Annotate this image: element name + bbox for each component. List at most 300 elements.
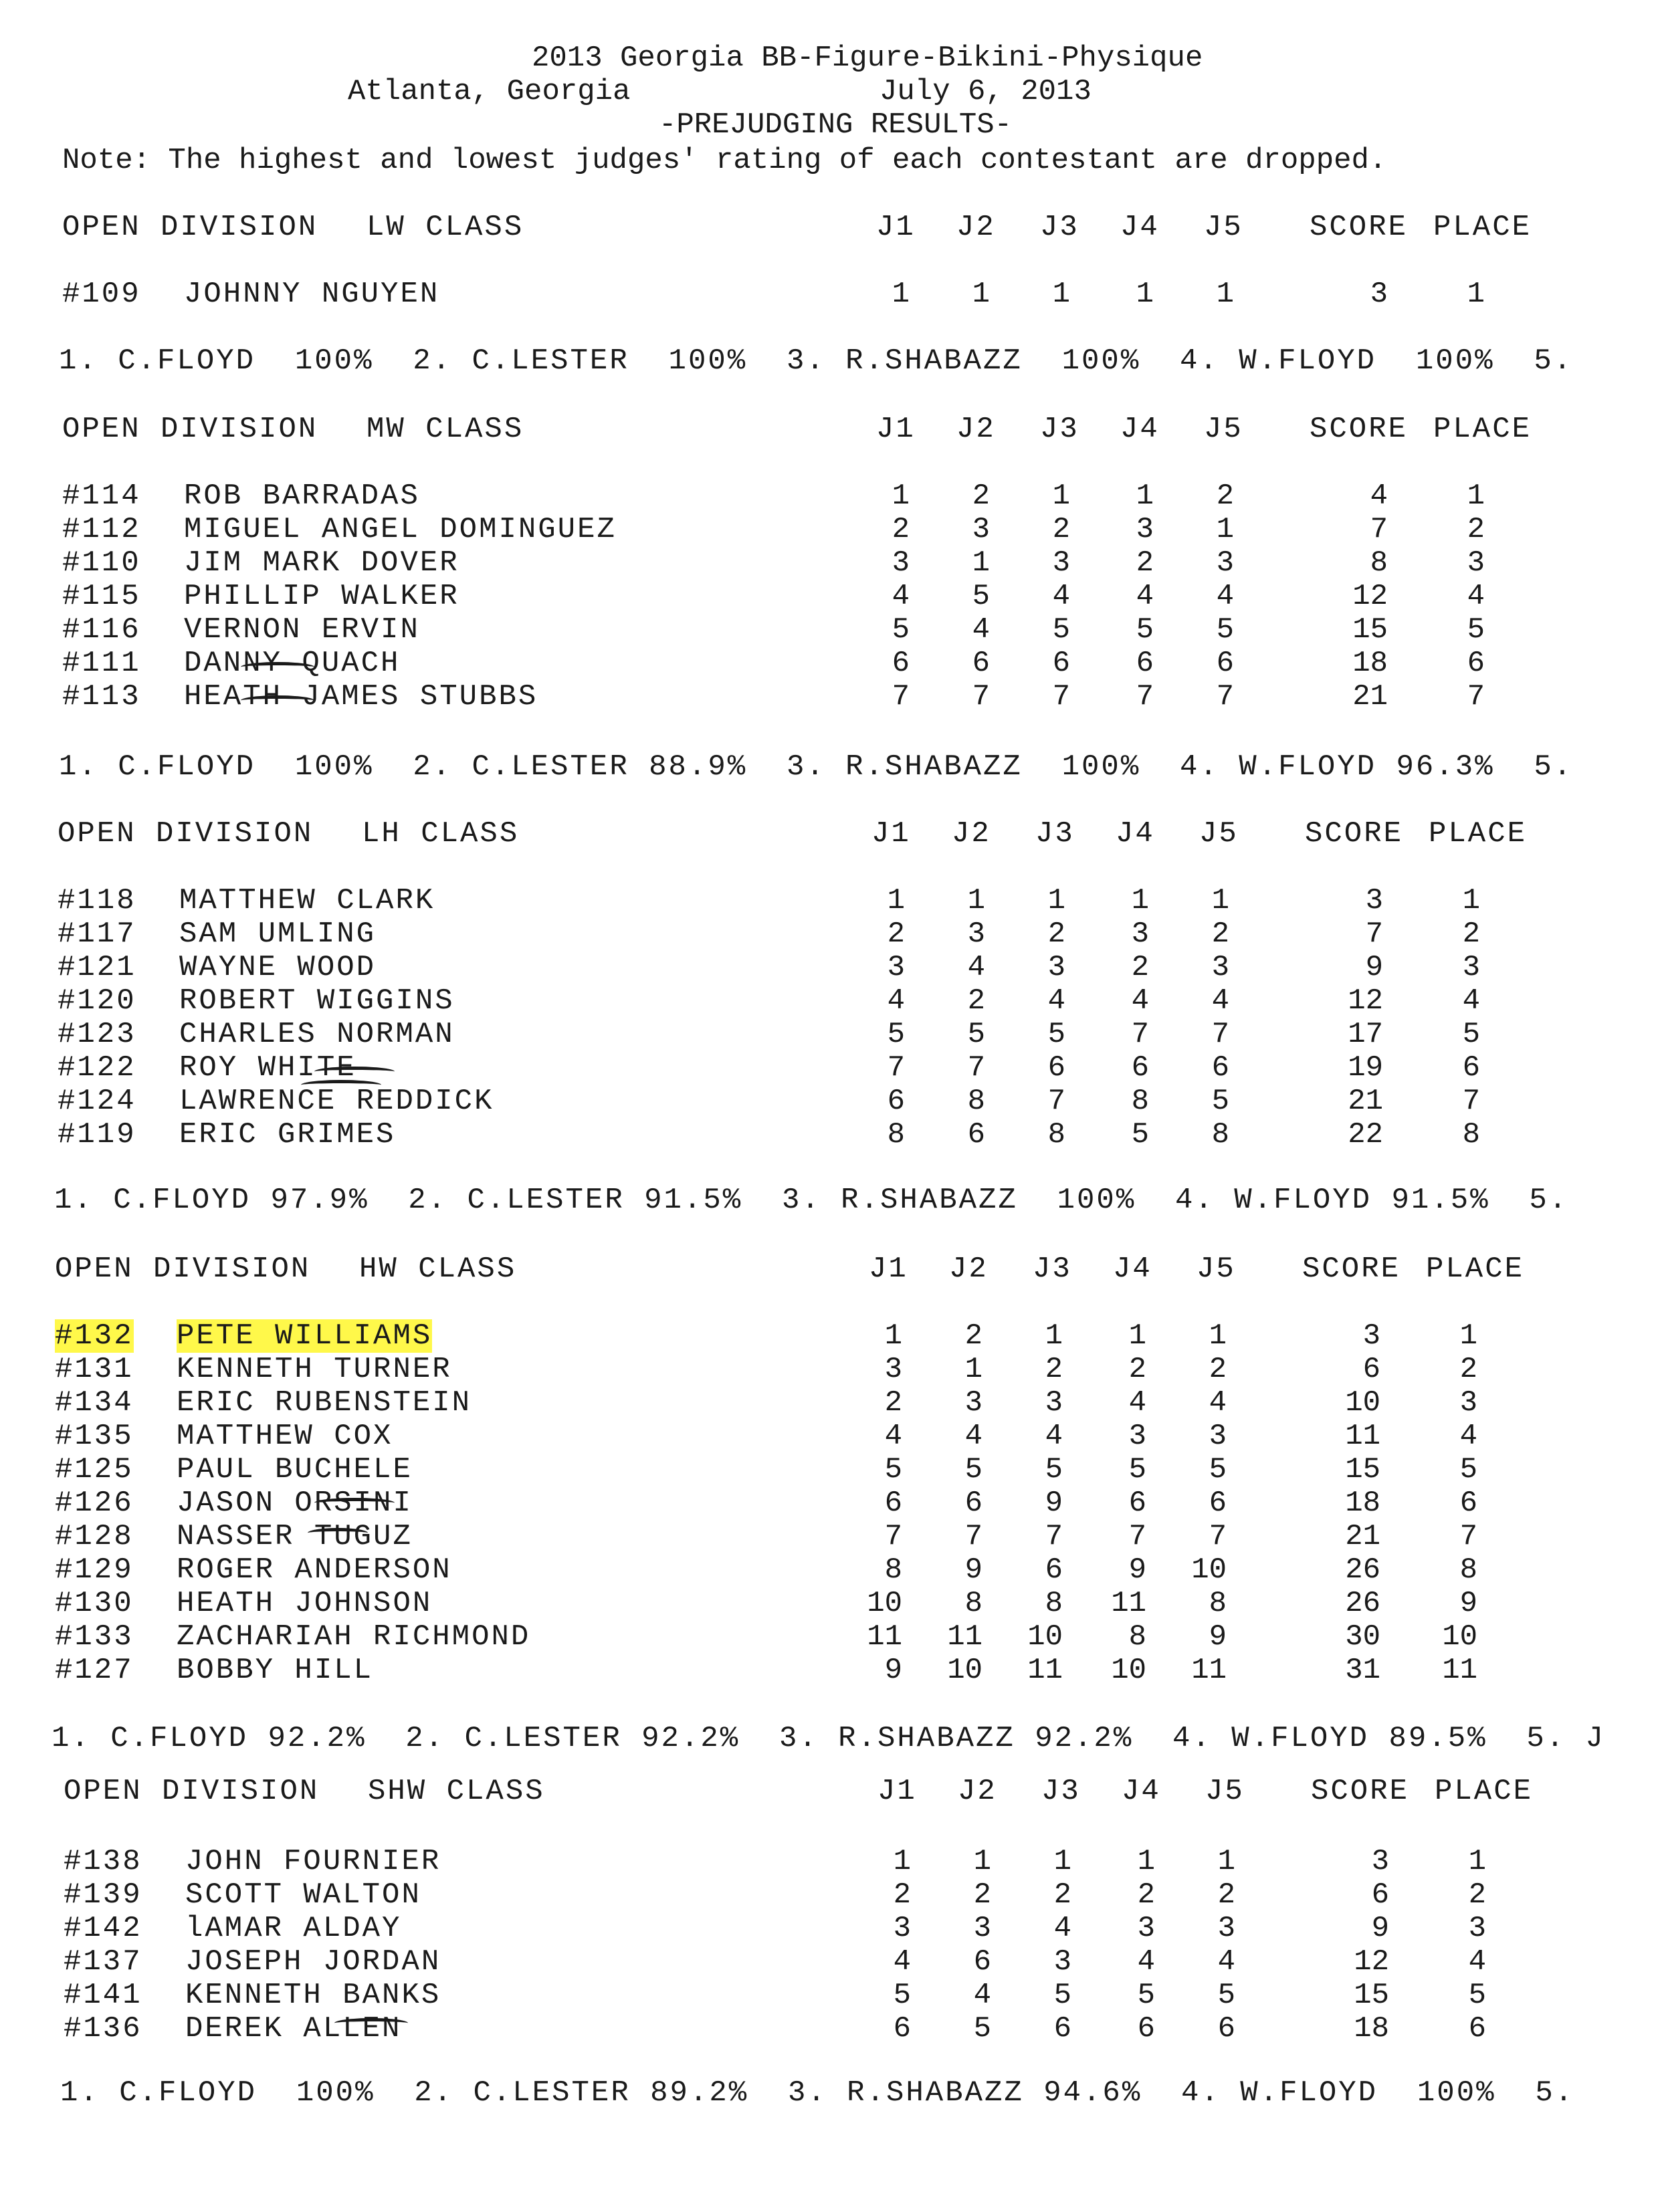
judge-score-j3: 5 bbox=[1047, 1018, 1065, 1051]
total-score: 21 bbox=[1345, 1520, 1380, 1553]
contestant-name: JOHN FOURNIER bbox=[185, 1845, 441, 1878]
judge-score-j2: 1 bbox=[972, 546, 990, 580]
judge-score-j4: 3 bbox=[1131, 917, 1149, 951]
total-score: 9 bbox=[1371, 1912, 1389, 1945]
total-score: 4 bbox=[1370, 479, 1388, 513]
judge-score-j1: 4 bbox=[887, 984, 905, 1018]
column-header-j3: J3 bbox=[1041, 1775, 1081, 1808]
contestant-name: PAUL BUCHELE bbox=[177, 1453, 413, 1486]
contestant-number: #135 bbox=[55, 1420, 134, 1453]
contestant-name: ROBERT WIGGINS bbox=[179, 984, 455, 1018]
pen-underline-mark bbox=[241, 662, 314, 672]
judge-score-j2: 3 bbox=[964, 1386, 982, 1420]
total-score: 30 bbox=[1345, 1620, 1380, 1654]
place: 3 bbox=[1467, 546, 1485, 580]
judge-score-j5: 11 bbox=[1191, 1654, 1227, 1687]
column-header-j1: J1 bbox=[869, 1252, 908, 1286]
column-header-j2: J2 bbox=[952, 817, 991, 851]
place: 5 bbox=[1459, 1453, 1477, 1486]
judge-score-j1: 6 bbox=[884, 1486, 902, 1520]
place: 8 bbox=[1459, 1553, 1477, 1587]
total-score: 15 bbox=[1345, 1453, 1380, 1486]
total-score: 12 bbox=[1352, 580, 1388, 613]
contestant-name: KENNETH BANKS bbox=[185, 1979, 441, 2012]
judge-score-j4: 7 bbox=[1131, 1018, 1149, 1051]
judge-score-j2: 8 bbox=[964, 1587, 982, 1620]
place: 6 bbox=[1467, 647, 1485, 680]
place: 2 bbox=[1468, 1878, 1486, 1912]
judge-score-j3: 10 bbox=[1027, 1620, 1063, 1654]
judge-score-j1: 5 bbox=[892, 613, 910, 647]
judge-score-j5: 5 bbox=[1211, 1085, 1229, 1118]
judge-score-j5: 8 bbox=[1209, 1587, 1227, 1620]
place: 2 bbox=[1462, 917, 1480, 951]
contestant-name: JASON ORSINI bbox=[177, 1486, 413, 1520]
column-header-place: PLACE bbox=[1433, 211, 1532, 244]
judge-score-j3: 6 bbox=[1053, 2012, 1071, 2045]
pen-underline-mark bbox=[314, 1498, 395, 1508]
total-score: 22 bbox=[1348, 1118, 1383, 1151]
judge-score-j1: 3 bbox=[892, 546, 910, 580]
total-score: 21 bbox=[1348, 1085, 1383, 1118]
place: 4 bbox=[1468, 1945, 1486, 1979]
place: 11 bbox=[1442, 1654, 1477, 1687]
contestant-name: NASSER TUGUZ bbox=[177, 1520, 413, 1553]
judge-score-j1: 5 bbox=[887, 1018, 905, 1051]
contestant-number: #130 bbox=[55, 1587, 134, 1620]
judge-score-j1: 9 bbox=[884, 1654, 902, 1687]
contestant-number: #136 bbox=[64, 2012, 142, 2045]
column-header-j2: J2 bbox=[956, 211, 996, 244]
judges-agreement-line: 1. C.FLOYD 92.2% 2. C.LESTER 92.2% 3. R.SHABAZZ 92.2% 4. W.FLOYD 89.5% 5. J bbox=[51, 1722, 1605, 1755]
judge-score-j4: 4 bbox=[1128, 1386, 1146, 1420]
judges-agreement-line: 1. C.FLOYD 100% 2. C.LESTER 100% 3. R.SHABAZZ 100% 4. W.FLOYD 100% 5. bbox=[59, 344, 1593, 378]
judges-agreement-line: 1. C.FLOYD 100% 2. C.LESTER 89.2% 3. R.SHABAZZ 94.6% 4. W.FLOYD 100% 5. bbox=[60, 2076, 1594, 2110]
total-score: 18 bbox=[1345, 1486, 1380, 1520]
place: 9 bbox=[1459, 1587, 1477, 1620]
total-score: 3 bbox=[1370, 278, 1388, 311]
column-header-j4: J4 bbox=[1113, 1252, 1152, 1286]
judge-score-j1: 10 bbox=[867, 1587, 902, 1620]
contestant-number: #139 bbox=[64, 1878, 142, 1912]
judge-score-j1: 3 bbox=[884, 1353, 902, 1386]
contestant-number: #142 bbox=[64, 1912, 142, 1945]
total-score: 9 bbox=[1365, 951, 1383, 984]
total-score: 6 bbox=[1371, 1878, 1389, 1912]
place: 3 bbox=[1459, 1386, 1477, 1420]
place: 2 bbox=[1467, 513, 1485, 546]
contestant-name: SCOTT WALTON bbox=[185, 1878, 421, 1912]
judge-score-j4: 6 bbox=[1128, 1486, 1146, 1520]
total-score: 15 bbox=[1352, 613, 1388, 647]
judge-score-j5: 3 bbox=[1209, 1420, 1227, 1453]
column-header-j5: J5 bbox=[1204, 211, 1243, 244]
contestant-number: #109 bbox=[62, 278, 141, 311]
judge-score-j1: 8 bbox=[884, 1553, 902, 1587]
judge-score-j5: 4 bbox=[1211, 984, 1229, 1018]
place: 1 bbox=[1468, 1845, 1486, 1878]
contestant-name: PETE WILLIAMS bbox=[177, 1319, 433, 1353]
judge-score-j5: 1 bbox=[1211, 884, 1229, 917]
contestant-number: #126 bbox=[55, 1486, 134, 1520]
judge-score-j3: 7 bbox=[1047, 1085, 1065, 1118]
place: 4 bbox=[1462, 984, 1480, 1018]
contestant-name: HEATH JAMES STUBBS bbox=[184, 680, 538, 713]
column-header-j2: J2 bbox=[958, 1775, 997, 1808]
pen-underline-mark bbox=[334, 2018, 408, 2028]
column-header-j3: J3 bbox=[1033, 1252, 1072, 1286]
column-header-j5: J5 bbox=[1199, 817, 1239, 851]
total-score: 3 bbox=[1365, 884, 1383, 917]
place: 6 bbox=[1468, 2012, 1486, 2045]
judge-score-j1: 1 bbox=[887, 884, 905, 917]
judge-score-j1: 2 bbox=[892, 513, 910, 546]
division-label: OPEN DIVISION bbox=[58, 817, 314, 851]
judge-score-j2: 11 bbox=[947, 1620, 982, 1654]
judge-score-j3: 1 bbox=[1053, 1845, 1071, 1878]
judge-score-j5: 4 bbox=[1209, 1386, 1227, 1420]
contestant-name: DEREK ALLEN bbox=[185, 2012, 402, 2045]
column-header-j4: J4 bbox=[1122, 1775, 1161, 1808]
judge-score-j2: 6 bbox=[972, 647, 990, 680]
judge-score-j1: 8 bbox=[887, 1118, 905, 1151]
column-header-score: SCORE bbox=[1305, 817, 1404, 851]
contestant-name: MATTHEW CLARK bbox=[179, 884, 435, 917]
contestant-number: #112 bbox=[62, 513, 141, 546]
judge-score-j3: 1 bbox=[1052, 479, 1070, 513]
judge-score-j2: 10 bbox=[947, 1654, 982, 1687]
judge-score-j2: 1 bbox=[964, 1353, 982, 1386]
total-score: 11 bbox=[1345, 1420, 1380, 1453]
column-header-j4: J4 bbox=[1120, 413, 1160, 446]
judge-score-j1: 2 bbox=[893, 1878, 911, 1912]
contestant-name: ROGER ANDERSON bbox=[177, 1553, 452, 1587]
judge-score-j3: 2 bbox=[1052, 513, 1070, 546]
judge-score-j3: 5 bbox=[1053, 1979, 1071, 2012]
judge-score-j5: 1 bbox=[1217, 1845, 1235, 1878]
column-header-score: SCORE bbox=[1302, 1252, 1401, 1286]
judge-score-j5: 7 bbox=[1209, 1520, 1227, 1553]
place: 7 bbox=[1462, 1085, 1480, 1118]
total-score: 8 bbox=[1370, 546, 1388, 580]
judge-score-j1: 1 bbox=[892, 278, 910, 311]
pen-underline-mark bbox=[308, 1528, 368, 1538]
judge-score-j2: 7 bbox=[964, 1520, 982, 1553]
contestant-number: #113 bbox=[62, 680, 141, 713]
class-label: LW CLASS bbox=[367, 211, 524, 244]
judge-score-j3: 5 bbox=[1045, 1453, 1063, 1486]
judge-score-j3: 7 bbox=[1052, 680, 1070, 713]
judge-score-j4: 3 bbox=[1136, 513, 1154, 546]
judge-score-j1: 6 bbox=[892, 647, 910, 680]
column-header-j1: J1 bbox=[877, 1775, 917, 1808]
judge-score-j4: 1 bbox=[1136, 278, 1154, 311]
column-header-place: PLACE bbox=[1426, 1252, 1525, 1286]
judge-score-j5: 6 bbox=[1209, 1486, 1227, 1520]
total-score: 26 bbox=[1345, 1553, 1380, 1587]
judge-score-j4: 8 bbox=[1131, 1085, 1149, 1118]
judge-score-j3: 11 bbox=[1027, 1654, 1063, 1687]
place: 5 bbox=[1468, 1979, 1486, 2012]
judge-score-j4: 1 bbox=[1128, 1319, 1146, 1353]
column-header-j5: J5 bbox=[1205, 1775, 1245, 1808]
judge-score-j4: 1 bbox=[1137, 1845, 1155, 1878]
judge-score-j3: 6 bbox=[1052, 647, 1070, 680]
judge-score-j3: 5 bbox=[1052, 613, 1070, 647]
judge-score-j3: 3 bbox=[1053, 1945, 1071, 1979]
column-header-j3: J3 bbox=[1040, 413, 1079, 446]
column-header-j5: J5 bbox=[1197, 1252, 1236, 1286]
judge-score-j2: 4 bbox=[972, 613, 990, 647]
division-label: OPEN DIVISION bbox=[62, 413, 318, 446]
contestant-name: JIM MARK DOVER bbox=[184, 546, 459, 580]
total-score: 19 bbox=[1348, 1051, 1383, 1085]
judge-score-j1: 1 bbox=[893, 1845, 911, 1878]
place: 10 bbox=[1442, 1620, 1477, 1654]
judge-score-j4: 2 bbox=[1128, 1353, 1146, 1386]
judge-score-j5: 5 bbox=[1209, 1453, 1227, 1486]
column-header-j1: J1 bbox=[876, 211, 916, 244]
document-title: 2013 Georgia BB-Figure-Bikini-Physique bbox=[532, 41, 1203, 75]
contestant-number: #132 bbox=[55, 1319, 134, 1353]
column-header-place: PLACE bbox=[1433, 413, 1532, 446]
judge-score-j2: 2 bbox=[973, 1878, 991, 1912]
total-score: 31 bbox=[1345, 1654, 1380, 1687]
column-header-place: PLACE bbox=[1435, 1775, 1534, 1808]
place: 3 bbox=[1468, 1912, 1486, 1945]
judge-score-j3: 3 bbox=[1052, 546, 1070, 580]
judge-score-j3: 8 bbox=[1047, 1118, 1065, 1151]
total-score: 15 bbox=[1354, 1979, 1389, 2012]
scoring-note: Note: The highest and lowest judges' rating of each contestant are dropped. bbox=[62, 144, 1387, 177]
judge-score-j4: 2 bbox=[1136, 546, 1154, 580]
judges-agreement-line: 1. C.FLOYD 97.9% 2. C.LESTER 91.5% 3. R.SHABAZZ 100% 4. W.FLOYD 91.5% 5. bbox=[54, 1184, 1588, 1217]
judge-score-j4: 5 bbox=[1131, 1118, 1149, 1151]
judge-score-j2: 6 bbox=[973, 1945, 991, 1979]
judge-score-j1: 2 bbox=[884, 1386, 902, 1420]
contestant-number: #122 bbox=[58, 1051, 136, 1085]
contestant-number: #138 bbox=[64, 1845, 142, 1878]
contestant-name: JOHNNY NGUYEN bbox=[184, 278, 440, 311]
class-label: SHW CLASS bbox=[368, 1775, 545, 1808]
contestant-number: #127 bbox=[55, 1654, 134, 1687]
judge-score-j5: 3 bbox=[1216, 546, 1234, 580]
judge-score-j4: 1 bbox=[1131, 884, 1149, 917]
column-header-j4: J4 bbox=[1116, 817, 1155, 851]
column-header-place: PLACE bbox=[1429, 817, 1528, 851]
contestant-number: #124 bbox=[58, 1085, 136, 1118]
contestant-name: BOBBY HILL bbox=[177, 1654, 374, 1687]
total-score: 10 bbox=[1345, 1386, 1380, 1420]
judge-score-j5: 9 bbox=[1209, 1620, 1227, 1654]
judge-score-j4: 11 bbox=[1111, 1587, 1146, 1620]
column-header-j5: J5 bbox=[1204, 413, 1243, 446]
judge-score-j5: 3 bbox=[1217, 1912, 1235, 1945]
contestant-name: PHILLIP WALKER bbox=[184, 580, 459, 613]
place: 3 bbox=[1462, 951, 1480, 984]
judge-score-j1: 3 bbox=[887, 951, 905, 984]
judge-score-j1: 1 bbox=[892, 479, 910, 513]
column-header-j3: J3 bbox=[1035, 817, 1075, 851]
judge-score-j4: 4 bbox=[1131, 984, 1149, 1018]
place: 6 bbox=[1459, 1486, 1477, 1520]
judge-score-j1: 7 bbox=[884, 1520, 902, 1553]
total-score: 3 bbox=[1371, 1845, 1389, 1878]
place: 6 bbox=[1462, 1051, 1480, 1085]
judge-score-j4: 8 bbox=[1128, 1620, 1146, 1654]
judge-score-j4: 2 bbox=[1137, 1878, 1155, 1912]
judge-score-j3: 9 bbox=[1045, 1486, 1063, 1520]
total-score: 18 bbox=[1352, 647, 1388, 680]
judge-score-j5: 1 bbox=[1216, 278, 1234, 311]
class-label: LH CLASS bbox=[362, 817, 520, 851]
judge-score-j2: 7 bbox=[967, 1051, 985, 1085]
contestant-name: ERIC GRIMES bbox=[179, 1118, 396, 1151]
contestant-number: #118 bbox=[58, 884, 136, 917]
judge-score-j2: 5 bbox=[967, 1018, 985, 1051]
judge-score-j4: 4 bbox=[1136, 580, 1154, 613]
judge-score-j3: 7 bbox=[1045, 1520, 1063, 1553]
judge-score-j4: 1 bbox=[1136, 479, 1154, 513]
judge-score-j5: 5 bbox=[1216, 613, 1234, 647]
judge-score-j5: 10 bbox=[1191, 1553, 1227, 1587]
judge-score-j5: 4 bbox=[1217, 1945, 1235, 1979]
judge-score-j2: 1 bbox=[973, 1845, 991, 1878]
judge-score-j4: 4 bbox=[1137, 1945, 1155, 1979]
judge-score-j2: 3 bbox=[972, 513, 990, 546]
judge-score-j4: 6 bbox=[1131, 1051, 1149, 1085]
contestant-number: #125 bbox=[55, 1453, 134, 1486]
judge-score-j3: 6 bbox=[1045, 1553, 1063, 1587]
judge-score-j4: 3 bbox=[1137, 1912, 1155, 1945]
judge-score-j1: 4 bbox=[893, 1945, 911, 1979]
event-location: Atlanta, Georgia bbox=[348, 75, 631, 108]
judge-score-j2: 4 bbox=[967, 951, 985, 984]
column-header-j4: J4 bbox=[1120, 211, 1160, 244]
judge-score-j3: 1 bbox=[1045, 1319, 1063, 1353]
judge-score-j2: 9 bbox=[964, 1553, 982, 1587]
judge-score-j4: 6 bbox=[1136, 647, 1154, 680]
judge-score-j3: 4 bbox=[1052, 580, 1070, 613]
place: 1 bbox=[1467, 278, 1485, 311]
contestant-number: #110 bbox=[62, 546, 141, 580]
contestant-number: #120 bbox=[58, 984, 136, 1018]
judge-score-j4: 7 bbox=[1136, 680, 1154, 713]
judge-score-j3: 3 bbox=[1045, 1386, 1063, 1420]
contestant-name: KENNETH TURNER bbox=[177, 1353, 452, 1386]
judge-score-j2: 5 bbox=[972, 580, 990, 613]
judges-agreement-line: 1. C.FLOYD 100% 2. C.LESTER 88.9% 3. R.SHABAZZ 100% 4. W.FLOYD 96.3% 5. bbox=[59, 750, 1593, 784]
class-label: MW CLASS bbox=[367, 413, 524, 446]
judge-score-j2: 2 bbox=[972, 479, 990, 513]
division-label: OPEN DIVISION bbox=[64, 1775, 320, 1808]
division-label: OPEN DIVISION bbox=[55, 1252, 311, 1286]
judge-score-j3: 1 bbox=[1052, 278, 1070, 311]
judge-score-j5: 6 bbox=[1216, 647, 1234, 680]
total-score: 12 bbox=[1354, 1945, 1389, 1979]
judge-score-j2: 6 bbox=[967, 1118, 985, 1151]
place: 7 bbox=[1467, 680, 1485, 713]
judge-score-j5: 4 bbox=[1216, 580, 1234, 613]
contestant-name: MATTHEW COX bbox=[177, 1420, 393, 1453]
contestant-number: #133 bbox=[55, 1620, 134, 1654]
total-score: 7 bbox=[1365, 917, 1383, 951]
judge-score-j4: 7 bbox=[1128, 1520, 1146, 1553]
judge-score-j1: 6 bbox=[887, 1085, 905, 1118]
judge-score-j4: 5 bbox=[1128, 1453, 1146, 1486]
judge-score-j5: 8 bbox=[1211, 1118, 1229, 1151]
judge-score-j1: 5 bbox=[884, 1453, 902, 1486]
contestant-number: #117 bbox=[58, 917, 136, 951]
contestant-number: #119 bbox=[58, 1118, 136, 1151]
judge-score-j2: 4 bbox=[964, 1420, 982, 1453]
judge-score-j5: 3 bbox=[1211, 951, 1229, 984]
judge-score-j3: 1 bbox=[1047, 884, 1065, 917]
judge-score-j5: 2 bbox=[1209, 1353, 1227, 1386]
judge-score-j1: 4 bbox=[884, 1420, 902, 1453]
judge-score-j5: 2 bbox=[1211, 917, 1229, 951]
column-header-score: SCORE bbox=[1311, 1775, 1410, 1808]
place: 4 bbox=[1459, 1420, 1477, 1453]
column-header-score: SCORE bbox=[1310, 211, 1409, 244]
contestant-name: HEATH JOHNSON bbox=[177, 1587, 433, 1620]
contestant-name: LAWRENCE REDDICK bbox=[179, 1085, 494, 1118]
contestant-number: #115 bbox=[62, 580, 141, 613]
judge-score-j4: 2 bbox=[1131, 951, 1149, 984]
judge-score-j3: 2 bbox=[1047, 917, 1065, 951]
judge-score-j5: 5 bbox=[1217, 1979, 1235, 2012]
contestant-number: #111 bbox=[62, 647, 141, 680]
pen-underline-mark bbox=[314, 1067, 395, 1077]
place: 1 bbox=[1467, 479, 1485, 513]
pen-underline-mark bbox=[241, 695, 314, 705]
column-header-j1: J1 bbox=[876, 413, 916, 446]
contestant-name: JOSEPH JORDAN bbox=[185, 1945, 441, 1979]
contestant-number: #121 bbox=[58, 951, 136, 984]
place: 5 bbox=[1462, 1018, 1480, 1051]
judge-score-j4: 9 bbox=[1128, 1553, 1146, 1587]
contestant-number: #134 bbox=[55, 1386, 134, 1420]
column-header-score: SCORE bbox=[1310, 413, 1409, 446]
judge-score-j4: 5 bbox=[1137, 1979, 1155, 2012]
judge-score-j3: 3 bbox=[1047, 951, 1065, 984]
judge-score-j4: 10 bbox=[1111, 1654, 1146, 1687]
judge-score-j2: 2 bbox=[967, 984, 985, 1018]
contestant-name: ZACHARIAH RICHMOND bbox=[177, 1620, 531, 1654]
contestant-name: VERNON ERVIN bbox=[184, 613, 420, 647]
judge-score-j1: 4 bbox=[892, 580, 910, 613]
judge-score-j1: 1 bbox=[884, 1319, 902, 1353]
place: 2 bbox=[1459, 1353, 1477, 1386]
judge-score-j5: 1 bbox=[1209, 1319, 1227, 1353]
judge-score-j1: 6 bbox=[893, 2012, 911, 2045]
judge-score-j2: 2 bbox=[964, 1319, 982, 1353]
judge-score-j2: 5 bbox=[973, 2012, 991, 2045]
judge-score-j4: 3 bbox=[1128, 1420, 1146, 1453]
event-date: July 6, 2013 bbox=[879, 75, 1092, 108]
judge-score-j3: 8 bbox=[1045, 1587, 1063, 1620]
column-header-j2: J2 bbox=[949, 1252, 989, 1286]
judge-score-j5: 6 bbox=[1217, 2012, 1235, 2045]
contestant-name: ROB BARRADAS bbox=[184, 479, 420, 513]
judge-score-j3: 2 bbox=[1053, 1878, 1071, 1912]
contestant-name: CHARLES NORMAN bbox=[179, 1018, 455, 1051]
judge-score-j2: 4 bbox=[973, 1979, 991, 2012]
contestant-name: lAMAR ALDAY bbox=[185, 1912, 402, 1945]
judge-score-j3: 2 bbox=[1045, 1353, 1063, 1386]
judge-score-j4: 5 bbox=[1136, 613, 1154, 647]
place: 7 bbox=[1459, 1520, 1477, 1553]
